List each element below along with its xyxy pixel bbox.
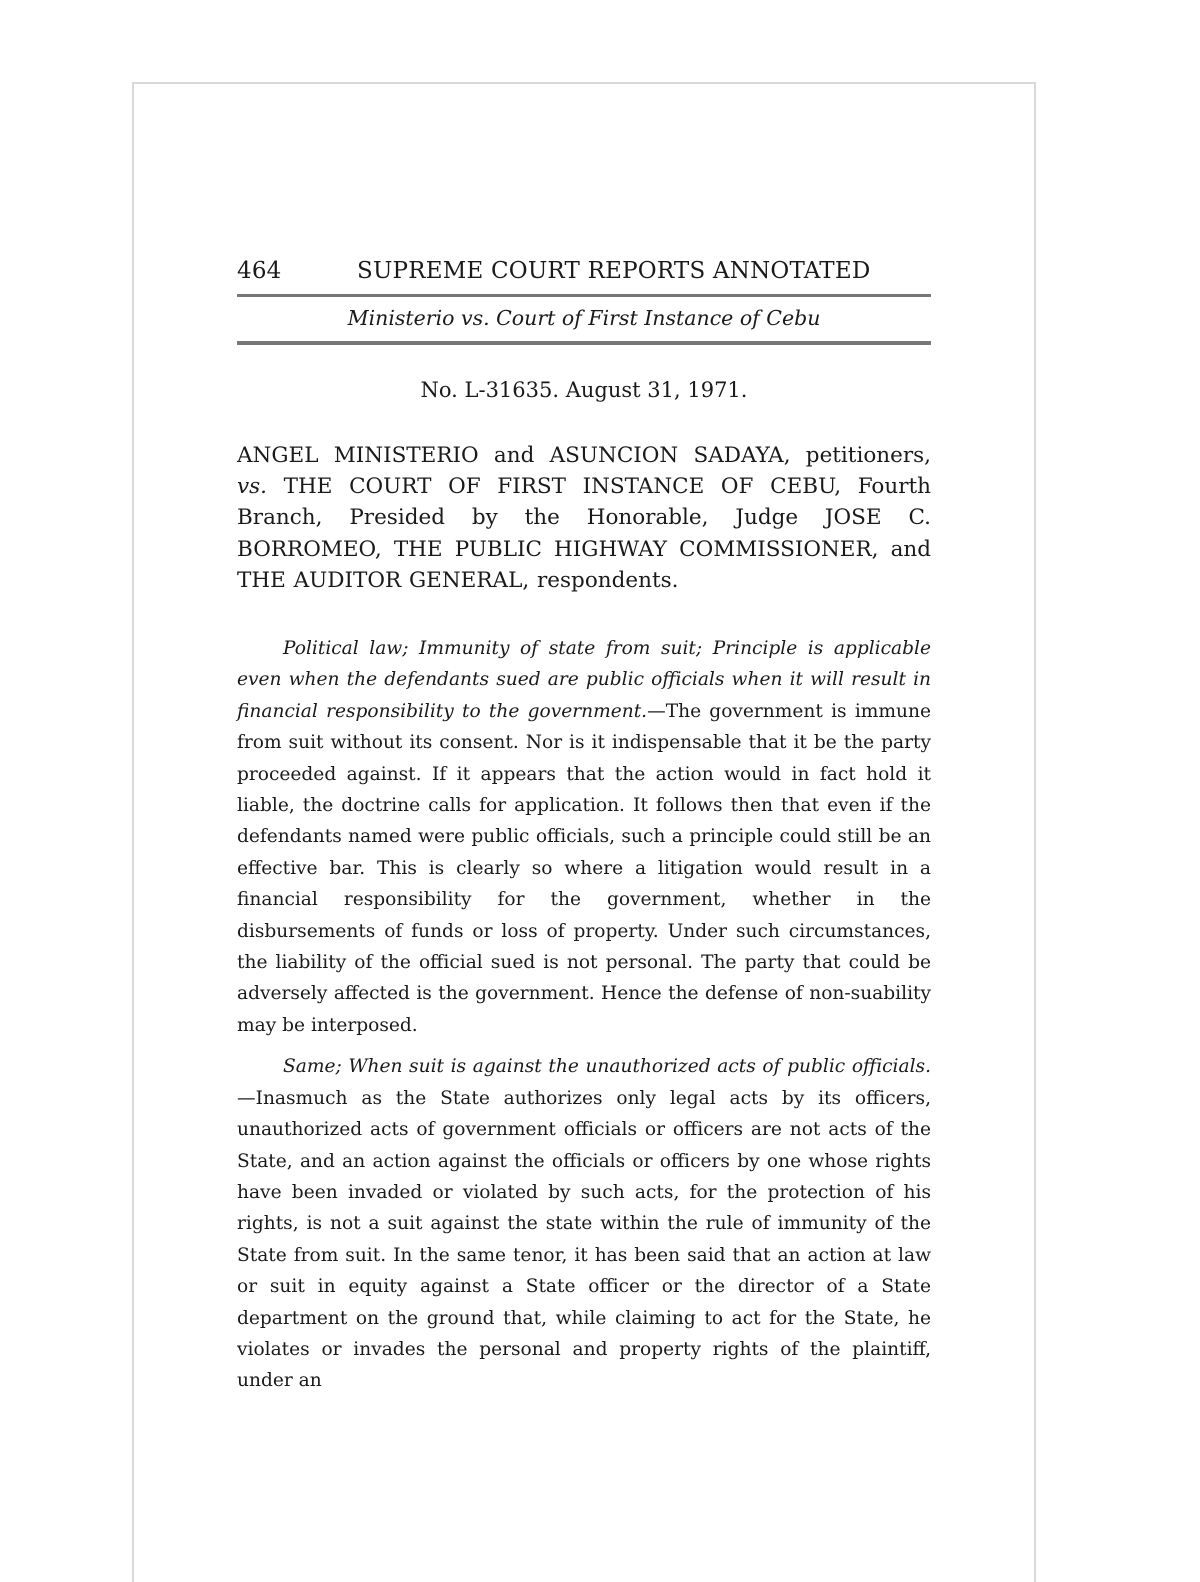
syllabus-heading: Same; When suit is against the unauthorized acts of public officials. bbox=[283, 1056, 931, 1078]
respondents: THE COURT OF FIRST INSTANCE OF CEBU, Fourth Branch, Presided by the Honorable, Judge JOSE C. BORROMEO, THE PUBLIC HIGHWAY COMMISSIONER, and THE AUDITOR GENERAL, respondents. bbox=[237, 474, 931, 593]
journal-title: SUPREME COURT REPORTS ANNOTATED bbox=[357, 258, 871, 284]
syllabus-paragraph bbox=[237, 633, 931, 1041]
page-number: 464 bbox=[237, 258, 282, 284]
syllabus-body: —Inasmuch as the State authorizes only legal acts by its officers, unauthorized acts of government officials or officers are not acts of the State, and an action against the officials or officers by one whose rights have been invaded or violated by such acts, for the protection of his rights, is not a suit against the state within the rule of immunity of the State from suit. In the same tenor, it has been said that an action at law or suit in equity against a State officer or the director of a State department on the ground that, while claiming to act for the State, he violates or invades the personal and property rights of the plaintiff, under an bbox=[237, 1087, 931, 1392]
versus: vs. bbox=[237, 474, 268, 500]
header-rule-bottom bbox=[237, 341, 931, 345]
docket-number: No. L-31635. August 31, 1971. bbox=[420, 378, 748, 402]
petitioners: ANGEL MINISTERIO and ASUNCION SADAYA, petitioners, bbox=[237, 443, 931, 468]
page-content bbox=[237, 258, 931, 1407]
syllabus-heading: Political law; Immunity of state from suit; Principle is applicable even when the defendants sued are public officials when it will result in financial responsibility to the government. bbox=[237, 638, 931, 722]
syllabus-paragraph bbox=[237, 1051, 931, 1396]
running-head bbox=[237, 258, 931, 294]
case-short-title: Ministerio vs. Court of First Instance of Cebu bbox=[347, 306, 821, 330]
syllabus-body: —The government is immune from suit without its consent. Nor is it indispensable that it be the party proceeded against. If it appears that the action would in fact hold it liable, the doctrine calls for application. It follows then that even if the defendants named were public officials, such a principle could still be an effective bar. This is clearly so where a litigation would result in a financial responsibility for the government, whether in the disbursements of funds or loss of property. Under such circumstances, the liability of the official sued is not personal. The party that could be adversely affected is the government. Hence the defense of non-suability may be interposed. bbox=[237, 700, 931, 1036]
syllabus bbox=[237, 633, 931, 1397]
case-parties bbox=[237, 440, 931, 596]
